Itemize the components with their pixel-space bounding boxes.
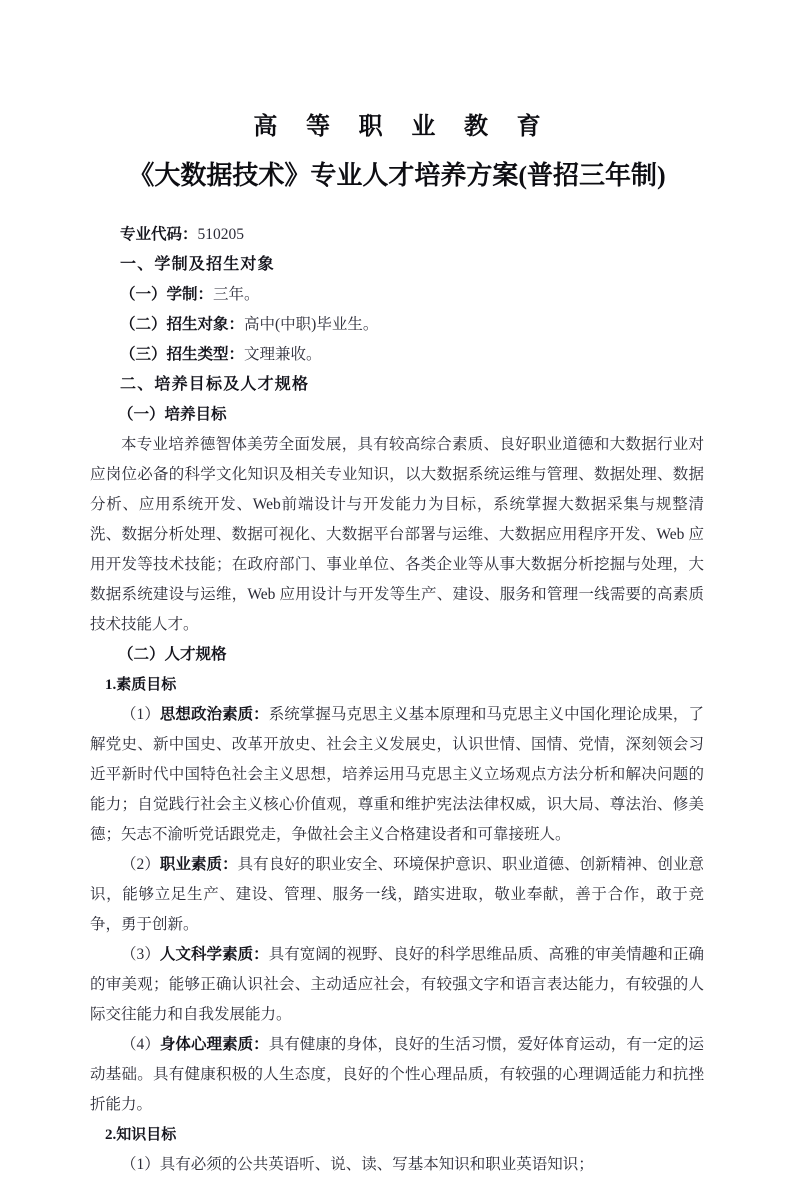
section-1-item-1-label: （一）学制：: [120, 286, 214, 303]
quality-objective-item-1: [90, 700, 704, 850]
training-objective-paragraph: 本专业培养德智体美劳全面发展，具有较高综合素质、良好职业道德和大数据行业对应岗位必备的科学文化知识及相关专业知识，以大数据系统运维与管理、数据处理、数据分析、应用系统开发、Web前端设计与开发能力为目标，系统掌握大数据采集与规整清洗、数据分析处理、数据可视化、大数据平台部署与运维、大数据应用程序开发、Web 应用开发等技术技能；在政府部门、事业单位、各类企业等从事大数据分析挖掘与处理，大数据系统建设与运维，Web 应用设计与开发等生产、建设、服务和管理一线需要的高素质技术技能人才。: [90, 436, 704, 633]
quality-objectives-heading: 1.素质目标: [105, 677, 177, 693]
section-1-item-2-value: 高中(中职)毕业生。: [244, 316, 379, 333]
major-code-value: 510205: [197, 226, 245, 243]
knowledge-objective-item-1-marker: （1）: [121, 1156, 160, 1173]
quality-objective-item-2: [90, 850, 704, 940]
section-2-heading: 二、培养目标及人才规格: [120, 376, 310, 393]
document-title-main: 高 等 职 业 教 育: [253, 113, 552, 140]
section-1-item-3: [90, 340, 704, 370]
knowledge-objective-item-1-text: 具有必须的公共英语听、说、读、写基本知识和职业英语知识；: [159, 1156, 594, 1173]
knowledge-objectives-heading: 2.知识目标: [105, 1127, 177, 1143]
quality-objective-item-1-marker: （1）: [121, 706, 160, 723]
section-1-item-1: [90, 280, 704, 310]
quality-objective-item-4: [90, 1030, 704, 1120]
section-1-item-3-label: （三）招生类型：: [120, 346, 245, 363]
quality-objective-item-1-term: 思想政治素质：: [159, 706, 269, 723]
quality-objective-item-3-marker: （3）: [121, 946, 160, 963]
section-2-sub-1-heading: （一）培养目标: [118, 406, 227, 423]
section-1-heading: 一、学制及招生对象: [120, 256, 275, 273]
quality-objective-item-4-marker: （4）: [121, 1036, 160, 1053]
section-1-item-1-value: 三年。: [213, 286, 260, 303]
quality-objective-item-4-term: 身体心理素质：: [159, 1036, 269, 1053]
quality-objective-item-4-text: 具有健康的身体，良好的生活习惯，爱好体育运动，有一定的运动基础。具有健康积极的人生态度，良好的个性心理品质，有较强的心理调适能力和抗挫折能力。: [90, 1036, 704, 1113]
section-1-item-2: [90, 310, 704, 340]
quality-objective-item-1-text: 系统掌握马克思主义基本原理和马克思主义中国化理论成果，了解党史、新中国史、改革开放史、社会主义发展史，认识世情、国情、党情，深刻领会习近平新时代中国特色社会主义思想，培养运用马克思主义立场观点方法分析和解决问题的能力；自觉践行社会主义核心价值观，尊重和维护宪法法律权威，识大局、尊法治、修美德；矢志不渝听党话跟党走，争做社会主义合格建设者和可靠接班人。: [90, 706, 704, 843]
section-1-item-3-value: 文理兼收。: [244, 346, 322, 363]
quality-objective-item-2-marker: （2）: [121, 856, 160, 873]
section-1-item-2-label: （二）招生对象：: [120, 316, 245, 333]
quality-objective-item-3-term: 人文科学素质：: [159, 946, 269, 963]
quality-objective-item-3-text: 具有宽阔的视野、良好的科学思维品质、高雅的审美情趣和正确的审美观；能够正确认识社会、主动适应社会，有较强文字和语言表达能力，有较强的人际交往能力和自我发展能力。: [90, 946, 704, 1023]
major-code-label: 专业代码：: [120, 226, 198, 243]
section-2-sub-2-heading: （二）人才规格: [118, 646, 227, 663]
quality-objective-item-2-term: 职业素质：: [159, 856, 238, 873]
quality-objective-item-2-text: 具有良好的职业安全、环境保护意识、职业道德、创新精神、创业意识，能够立足生产、建设、管理、服务一线，踏实进取，敬业奉献，善于合作，敢于竞争，勇于创新。: [90, 856, 704, 933]
quality-objective-item-3: [90, 940, 704, 1030]
major-code-line: [90, 220, 704, 250]
knowledge-objective-item-1: [90, 1150, 704, 1180]
document-title-sub: 《大数据技术》专业人才培养方案(普招三年制): [128, 161, 666, 190]
